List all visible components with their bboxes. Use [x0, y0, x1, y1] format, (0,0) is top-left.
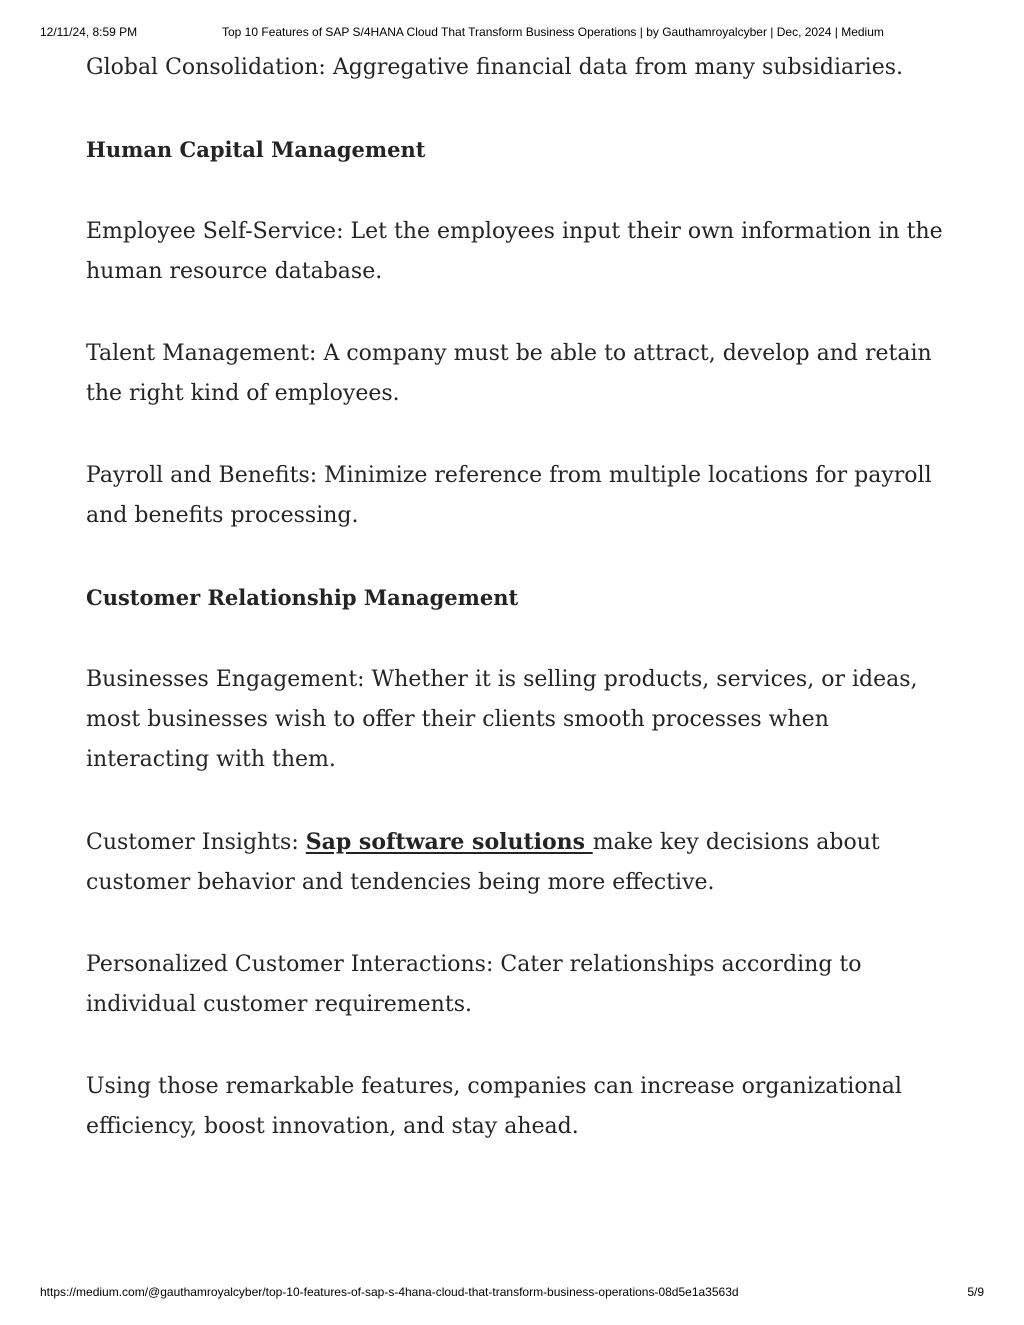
section-heading-hcm: Human Capital Management [86, 137, 426, 162]
paragraph-payroll-benefits: Payroll and Benefits: Minimize reference from multiple locations for payroll and benefits processing. [86, 463, 932, 528]
paragraph-personalized-interactions: Personalized Customer Interactions: Cater relationships according to individual customer requirements. [86, 952, 862, 1017]
paragraph-employee-self-service: Employee Self-Service: Let the employees input their own information in the human resource database. [86, 219, 943, 284]
paragraph-customer-insights [86, 822, 956, 903]
print-datetime: 12/11/24, 8:59 PM [40, 25, 138, 39]
customer-insights-suffix: make key decisions about customer behavior and tendencies being more effective. [86, 830, 880, 895]
paragraph-talent-management: Talent Management: A company must be able to attract, develop and retain the right kind of employees. [86, 341, 932, 406]
paragraph-global-consolidation: Global Consolidation: Aggregative financial data from many subsidiaries. [86, 55, 904, 80]
paragraph-conclusion: Using those remarkable features, companies can increase organizational efficiency, boost innovation, and stay ahead. [86, 1074, 902, 1139]
print-page-number: 5/9 [967, 1285, 984, 1299]
section-heading-crm: Customer Relationship Management [86, 585, 519, 610]
article-body [86, 48, 956, 1189]
paragraph-businesses-engagement: Businesses Engagement: Whether it is selling products, services, or ideas, most businesses wish to offer their clients smooth processes when interacting with them. [86, 667, 918, 772]
sap-software-solutions-link[interactable]: Sap software solutions [305, 829, 593, 855]
print-page-title: Top 10 Features of SAP S/4HANA Cloud That Transform Business Operations | by Gauthamroyalcyber | Dec, 2024 | Medium [222, 25, 884, 39]
print-footer [40, 1285, 984, 1299]
print-url: https://medium.com/@gauthamroyalcyber/top-10-features-of-sap-s-4hana-cloud-that-transform-business-operations-08d5e1a3563d [40, 1285, 739, 1299]
customer-insights-prefix: Customer Insights: [86, 830, 306, 855]
